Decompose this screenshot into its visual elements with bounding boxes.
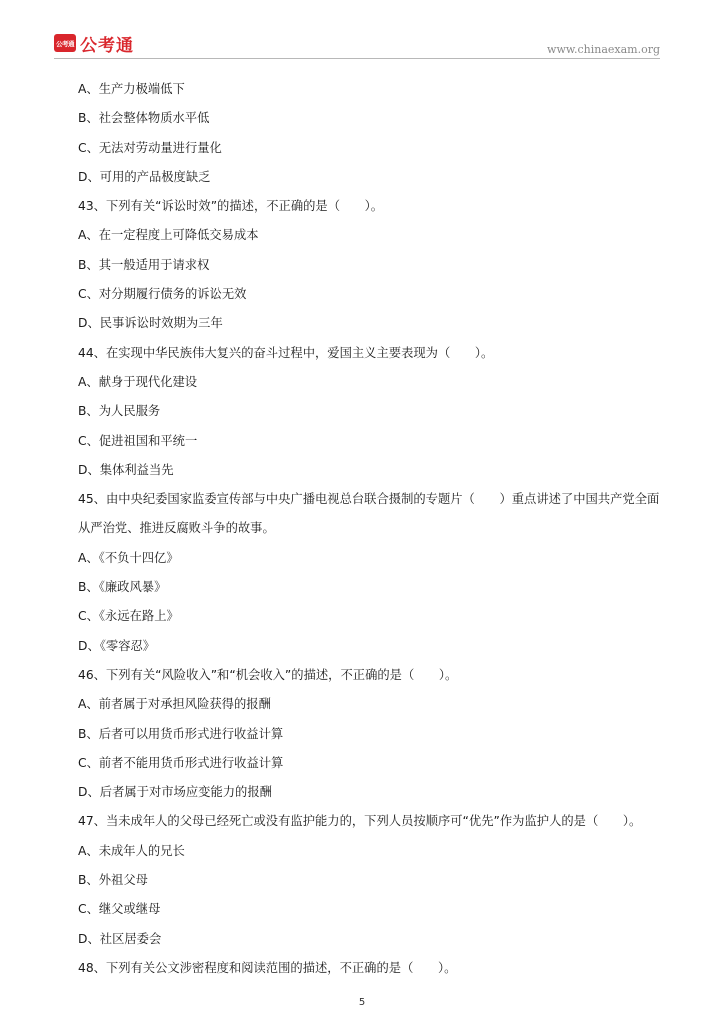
- option-line: A、《不负十四亿》: [78, 550, 179, 565]
- logo-icon: 公考通: [54, 34, 76, 52]
- header-divider: [54, 58, 660, 59]
- option-line: B、外祖父母: [78, 873, 148, 888]
- question-line: 47、当未成年人的父母已经死亡或没有监护能力的，下列人员按顺序可“优先”作为监护人的是（ ）。: [78, 814, 642, 829]
- option-line: C、无法对劳动量进行量化: [78, 140, 222, 155]
- option-line: A、生产力极端低下: [78, 82, 185, 96]
- question-line: 43、下列有关“诉讼时效”的描述，不正确的是（ ）。: [78, 199, 384, 214]
- option-line: D、后者属于对市场应变能力的报酬: [78, 785, 272, 800]
- question-line: 44、在实现中华民族伟大复兴的奋斗过程中，爱国主义主要表现为（ ）。: [78, 345, 494, 360]
- option-line: B、后者可以用货币形式进行收益计算: [78, 726, 284, 741]
- option-line: C、对分期履行债务的诉讼无效: [78, 287, 247, 302]
- option-line: B、社会整体物质水平低: [78, 111, 210, 126]
- option-line: C、促进祖国和平统一: [78, 433, 198, 448]
- question-line: 48、下列有关公文涉密程度和阅读范围的描述，不正确的是（ ）。: [78, 960, 457, 975]
- question-list: [78, 75, 668, 983]
- question-line: 45、由中央纪委国家监委宣传部与中央广播电视总台联合摄制的专题片（ ）重点讲述了中国共产党全面从严治党、推进反腐败斗争的故事。: [78, 492, 660, 536]
- page-header: [0, 0, 724, 60]
- option-line: C、前者不能用货币形式进行收益计算: [78, 755, 284, 770]
- option-line: D、集体利益当先: [78, 462, 174, 477]
- option-line: D、《零容忍》: [78, 638, 156, 653]
- option-line: D、民事诉讼时效期为三年: [78, 316, 223, 331]
- site-url[interactable]: www.chinaexam.org: [547, 43, 660, 56]
- option-line: D、可用的产品极度缺乏: [78, 169, 211, 184]
- option-line: A、献身于现代化建设: [78, 374, 198, 389]
- option-line: B、《廉政风暴》: [78, 580, 167, 595]
- option-line: C、《永远在路上》: [78, 609, 179, 624]
- brand-logo: [54, 32, 134, 54]
- option-line: A、前者属于对承担风险获得的报酬: [78, 697, 271, 712]
- option-line: B、其一般适用于请求权: [78, 257, 210, 272]
- option-line: A、未成年人的兄长: [78, 843, 185, 858]
- page-number: 5: [358, 997, 366, 1008]
- option-line: D、社区居委会: [78, 931, 162, 946]
- option-line: C、继父或继母: [78, 902, 161, 917]
- option-line: A、在一定程度上可降低交易成本: [78, 228, 259, 243]
- option-line: B、为人民服务: [78, 404, 161, 419]
- logo-text: 公考通: [80, 35, 134, 56]
- question-line: 46、下列有关“风险收入”和“机会收入”的描述，不正确的是（ ）。: [78, 667, 458, 682]
